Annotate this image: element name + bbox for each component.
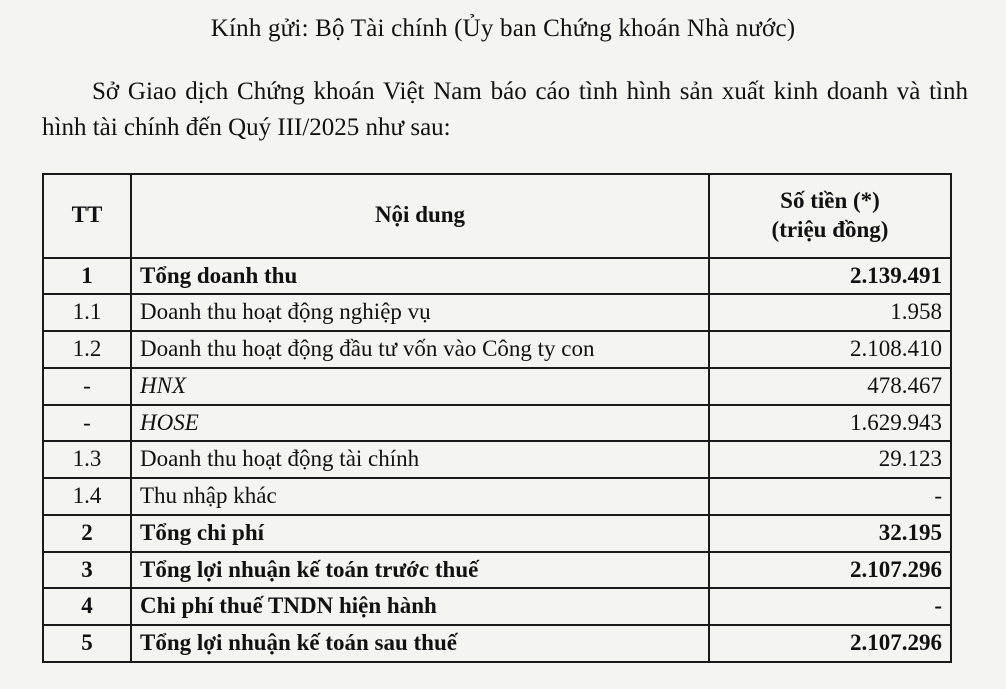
cell-sotien: 2.107.296 — [709, 625, 951, 662]
table-row — [43, 405, 951, 442]
salutation-line: Kính gửi: Bộ Tài chính (Ủy ban Chứng khoán Nhà nước) — [210, 15, 796, 42]
cell-noidung: Tổng chi phí — [131, 515, 709, 552]
column-header-tt: TT — [43, 174, 131, 258]
table-row — [43, 441, 951, 478]
cell-sotien: 1.958 — [709, 294, 951, 331]
cell-tt: - — [43, 368, 131, 405]
table-row — [43, 515, 951, 552]
cell-sotien: 2.107.296 — [709, 552, 951, 589]
intro-paragraph — [42, 74, 968, 147]
cell-noidung: Tổng lợi nhuận kế toán trước thuế — [131, 552, 709, 589]
cell-noidung: Chi phí thuế TNDN hiện hành — [131, 588, 709, 625]
table-header-row — [43, 174, 951, 258]
table-row — [43, 478, 951, 515]
table-row — [43, 588, 951, 625]
cell-sotien: - — [709, 478, 951, 515]
table-row — [43, 625, 951, 662]
financial-summary-table — [42, 173, 952, 663]
cell-tt: 4 — [43, 588, 131, 625]
table-row — [43, 552, 951, 589]
column-header-sotien-line1: Số tiền (*) — [780, 187, 880, 213]
cell-tt: 1 — [43, 258, 131, 295]
cell-tt: 3 — [43, 552, 131, 589]
cell-noidung: Tổng lợi nhuận kế toán sau thuế — [131, 625, 709, 662]
column-header-sotien — [709, 174, 951, 258]
cell-noidung: Doanh thu hoạt động nghiệp vụ — [131, 294, 709, 331]
table-row — [43, 331, 951, 368]
cell-sotien: 2.139.491 — [709, 258, 951, 295]
cell-tt: - — [43, 405, 131, 442]
cell-tt: 5 — [43, 625, 131, 662]
cell-tt: 1.4 — [43, 478, 131, 515]
table-body — [43, 258, 951, 662]
column-header-sotien-line2: (triệu đồng) — [771, 216, 889, 242]
cell-sotien: 2.108.410 — [709, 331, 951, 368]
table-row — [43, 368, 951, 405]
cell-tt: 1.2 — [43, 331, 131, 368]
cell-noidung: HNX — [131, 368, 709, 405]
cell-noidung: HOSE — [131, 405, 709, 442]
cell-noidung: Doanh thu hoạt động đầu tư vốn vào Công ty con — [131, 331, 709, 368]
cell-tt: 1.1 — [43, 294, 131, 331]
intro-text: Sở Giao dịch Chứng khoán Việt Nam báo cáo tình hình sản xuất kinh doanh và tình hình tài chính đến Quý III/2025 như sau: — [42, 78, 968, 142]
cell-sotien: 1.629.943 — [709, 405, 951, 442]
cell-tt: 1.3 — [43, 441, 131, 478]
table-row — [43, 294, 951, 331]
column-header-noidung: Nội dung — [131, 174, 709, 258]
cell-sotien: - — [709, 588, 951, 625]
table-row — [43, 258, 951, 295]
cell-tt: 2 — [43, 515, 131, 552]
cell-sotien: 478.467 — [709, 368, 951, 405]
cell-noidung: Thu nhập khác — [131, 478, 709, 515]
cell-sotien: 29.123 — [709, 441, 951, 478]
cell-noidung: Tổng doanh thu — [131, 258, 709, 295]
cell-sotien: 32.195 — [709, 515, 951, 552]
cell-noidung: Doanh thu hoạt động tài chính — [131, 441, 709, 478]
